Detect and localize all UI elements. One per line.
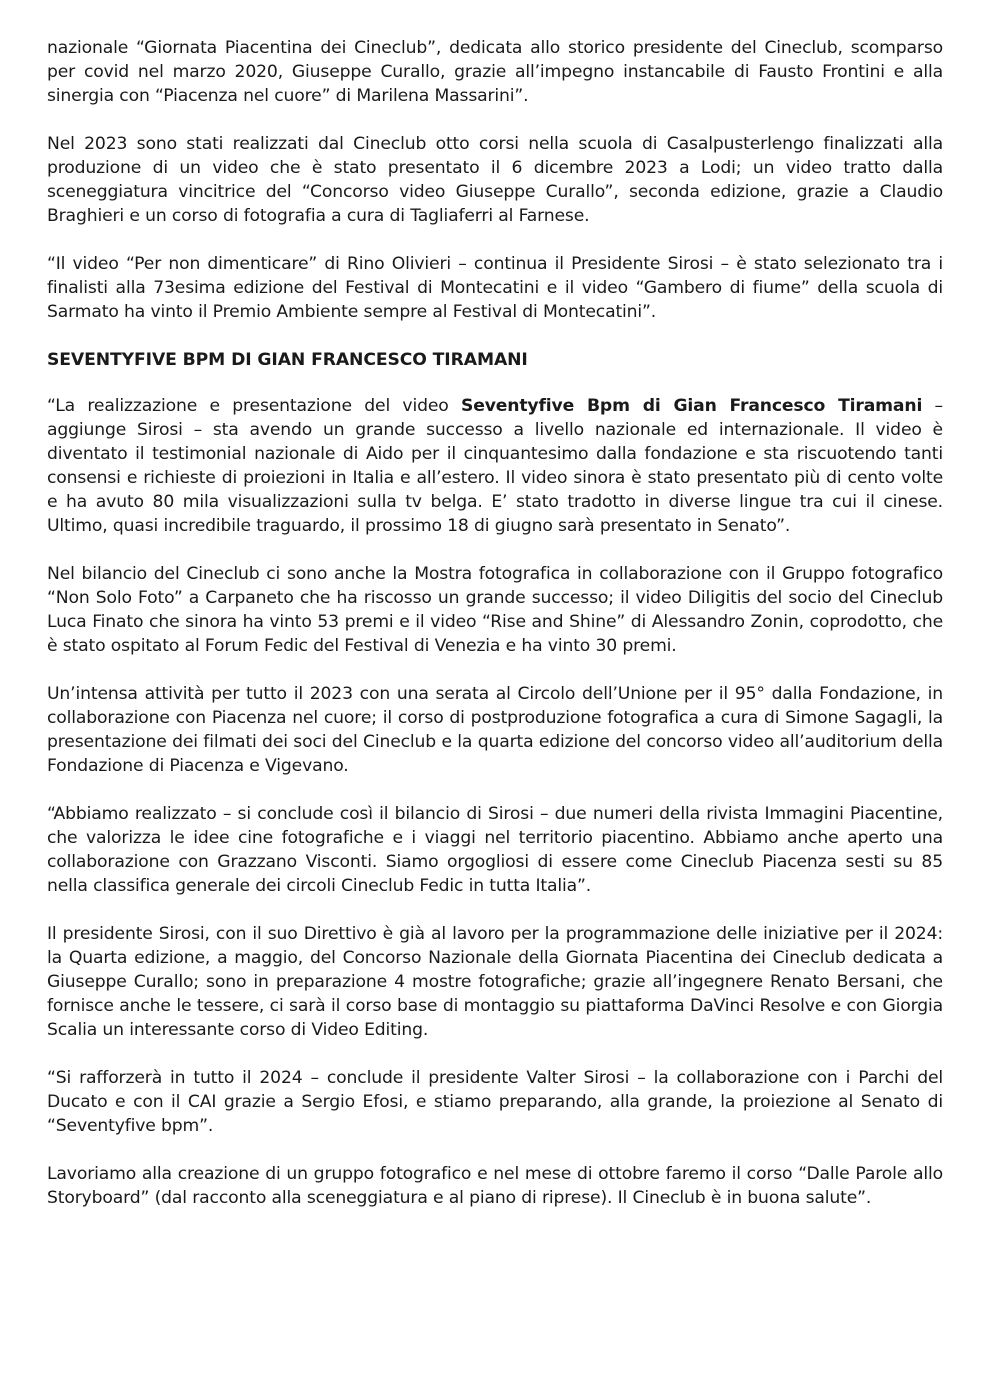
paragraph-si-rafforzera: “Si rafforzerà in tutto il 2024 – conclude il presidente Valter Sirosi – la collaborazione con i Parchi del Ducato e con il CAI grazie a Sergio Efosi, e stiamo preparando, alla grande, la proiezione al Senato di “Seventyfive bpm”. <box>47 1068 943 1136</box>
paragraph-attivita-2023: Un’intensa attività per tutto il 2023 con una serata al Circolo dell’Unione per il 95° dalla Fondazione, in collaborazione con Piacenza nel cuore; il corso di postproduzione fotografica a cura di Simone Sagagli, la presentazione dei filmati dei soci del Cineclub e la quarta edizione del concorso video all’auditorium della Fondazione di Piacenza e Vigevano. <box>47 684 943 776</box>
paragraph-giornata-piacentina: nazionale “Giornata Piacentina dei Cineclub”, dedicata allo storico presidente del Cineclub, scomparso per covid nel marzo 2020, Giuseppe Curallo, grazie all’impegno instancabile di Fausto Frontini e alla sinergia con “Piacenza nel cuore” di Marilena Massarini”. <box>47 38 943 106</box>
paragraph-programmazione-2024: Il presidente Sirosi, con il suo Direttivo è già al lavoro per la programmazione delle iniziative per il 2024: la Quarta edizione, a maggio, del Concorso Nazionale della Giornata Piacentina dei Cineclub dedicata a Giuseppe Curallo; sono in preparazione 4 mostre fotografiche; grazie all’ingegnere Renato Bersani, che fornisce anche le tessere, ci sarà il corso base di montaggio su piattaforma DaVinci Resolve e con Giorgia Scalia un interessante corso di Video Editing. <box>47 924 943 1040</box>
paragraph-seventyfive-rest: – aggiunge Sirosi – sta avendo un grande successo a livello nazionale ed internazionale. Il video è diventato il testimonial nazionale di Aido per il cinquantesimo dalla fondazione e sta riscuotendo tanti consensi e richieste di proiezioni in Italia e all’estero. Il video sinora è stato presentato più di cento volte e ha avuto 80 mila visualizzazioni sulla tv belga. E’ stato tradotto in diverse lingue tra cui il cinese. Ultimo, quasi incredibile traguardo, il prossimo 18 di giugno sarà presentato in Senato”. <box>47 396 943 536</box>
paragraph-bilancio-mostra: Nel bilancio del Cineclub ci sono anche la Mostra fotografica in collaborazione con il Gruppo fotografico “Non Solo Foto” a Carpaneto che ha riscosso un grande successo; il video Diligitis del socio del Cineclub Luca Finato che sinora ha vinto 53 premi e il video “Rise and Shine” di Alessandro Zonin, coprodotto, che è stato ospitato al Forum Fedic del Festival di Venezia e ha vinto 30 premi. <box>47 564 943 656</box>
paragraph-seventyfive-bpm <box>47 394 943 538</box>
paragraph-seventyfive-start: “La realizzazione e presentazione del video <box>47 396 461 416</box>
paragraph-per-non-dimenticare: “Il video “Per non dimenticare” di Rino Olivieri – continua il Presidente Sirosi – è stato selezionato tra i finalisti alla 73esima edizione del Festival di Montecatini e il video “Gambero di fiume” della scuola di Sarmato ha vinto il Premio Ambiente sempre al Festival di Montecatini”. <box>47 254 943 322</box>
video-title-bold: Seventyfive Bpm di Gian Francesco Tiramani <box>460 396 923 416</box>
paragraph-lavoriamo: Lavoriamo alla creazione di un gruppo fotografico e nel mese di ottobre faremo il corso “Dalle Parole allo Storyboard” (dal racconto alla sceneggiatura e al piano di riprese). Il Cineclub è in buona salute”. <box>47 1164 943 1208</box>
document-page <box>47 36 943 1234</box>
paragraph-abbiamo-realizzato: “Abbiamo realizzato – si conclude così il bilancio di Sirosi – due numeri della rivista Immagini Piacentine, che valorizza le idee cine fotografiche e i viaggi nel territorio piacentino. Abbiamo anche aperto una collaborazione con Grazzano Visconti. Siamo orgogliosi di essere come Cineclub Piacenza sesti su 85 nella classifica generale dei circoli Cineclub Fedic in tutta Italia”. <box>47 804 943 896</box>
section-heading: SEVENTYFIVE BPM DI GIAN FRANCESCO TIRAMANI <box>47 350 528 370</box>
paragraph-corsi-2023: Nel 2023 sono stati realizzati dal Cineclub otto corsi nella scuola di Casalpusterlengo finalizzati alla produzione di un video che è stato presentato il 6 dicembre 2023 a Lodi; un video tratto dalla sceneggiatura vincitrice del “Concorso video Giuseppe Curallo”, seconda edizione, grazie a Claudio Braghieri e un corso di fotografia a cura di Tagliaferri al Farnese. <box>47 134 943 226</box>
